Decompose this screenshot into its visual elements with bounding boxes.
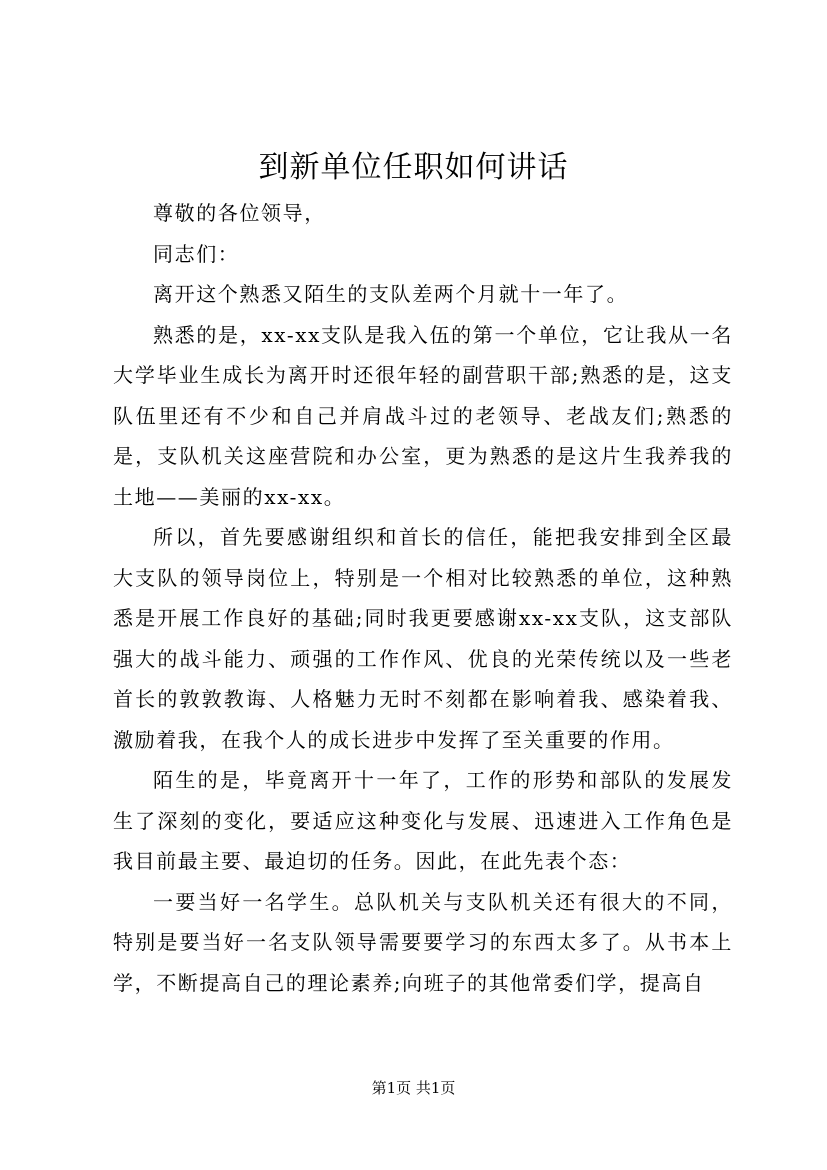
body-paragraph: 所以，首先要感谢组织和首长的信任，能把我安排到全区最大支队的领导岗位上，特别是一个相对比较熟悉的单位，这种熟悉是开展工作良好的基础;同时我更要感谢xx-xx支队，这支部队强大的战斗能力、顽强的工作作风、优良的光荣传统以及一些老首长的敦敦教诲、人格魅力无时不刻都在影响着我、感染着我、激励着我，在我个人的成长进步中发挥了至关重要的作用。: [113, 525, 733, 752]
greeting-paragraph: 同志们：: [153, 241, 240, 266]
document-body: [113, 193, 733, 1003]
body-paragraph: 陌生的是，毕竟离开十一年了，工作的形势和部队的发展发生了深刻的变化，要适应这种变化与发展、迅速进入工作角色是我目前最主要、最迫切的任务。因此，在此先表个态：: [113, 768, 733, 873]
document-title: 到新单位任职如何讲话: [258, 150, 569, 185]
body-paragraph: 熟悉的是，xx-xx支队是我入伍的第一个单位，它让我从一名大学毕业生成长为离开时还很年轻的副营职干部;熟悉的是，这支队伍里还有不少和自己并肩战斗过的老领导、老战友们;熟悉的是，支队机关这座营院和办公室，更为熟悉的是这片生我养我的土地——美丽的xx-xx。: [113, 322, 733, 509]
body-paragraph: 一要当好一名学生。总队机关与支队机关还有很大的不同，特别是要当好一名支队领导需要要学习的东西太多了。从书本上学，不断提高自己的理论素养;向班子的其他常委们学，提高自: [113, 889, 733, 995]
page-footer: 第1页 共1页: [371, 1079, 456, 1097]
body-paragraph: 离开这个熟悉又陌生的支队差两个月就十一年了。: [153, 282, 629, 306]
salutation-paragraph: 尊敬的各位领导，: [153, 201, 326, 225]
